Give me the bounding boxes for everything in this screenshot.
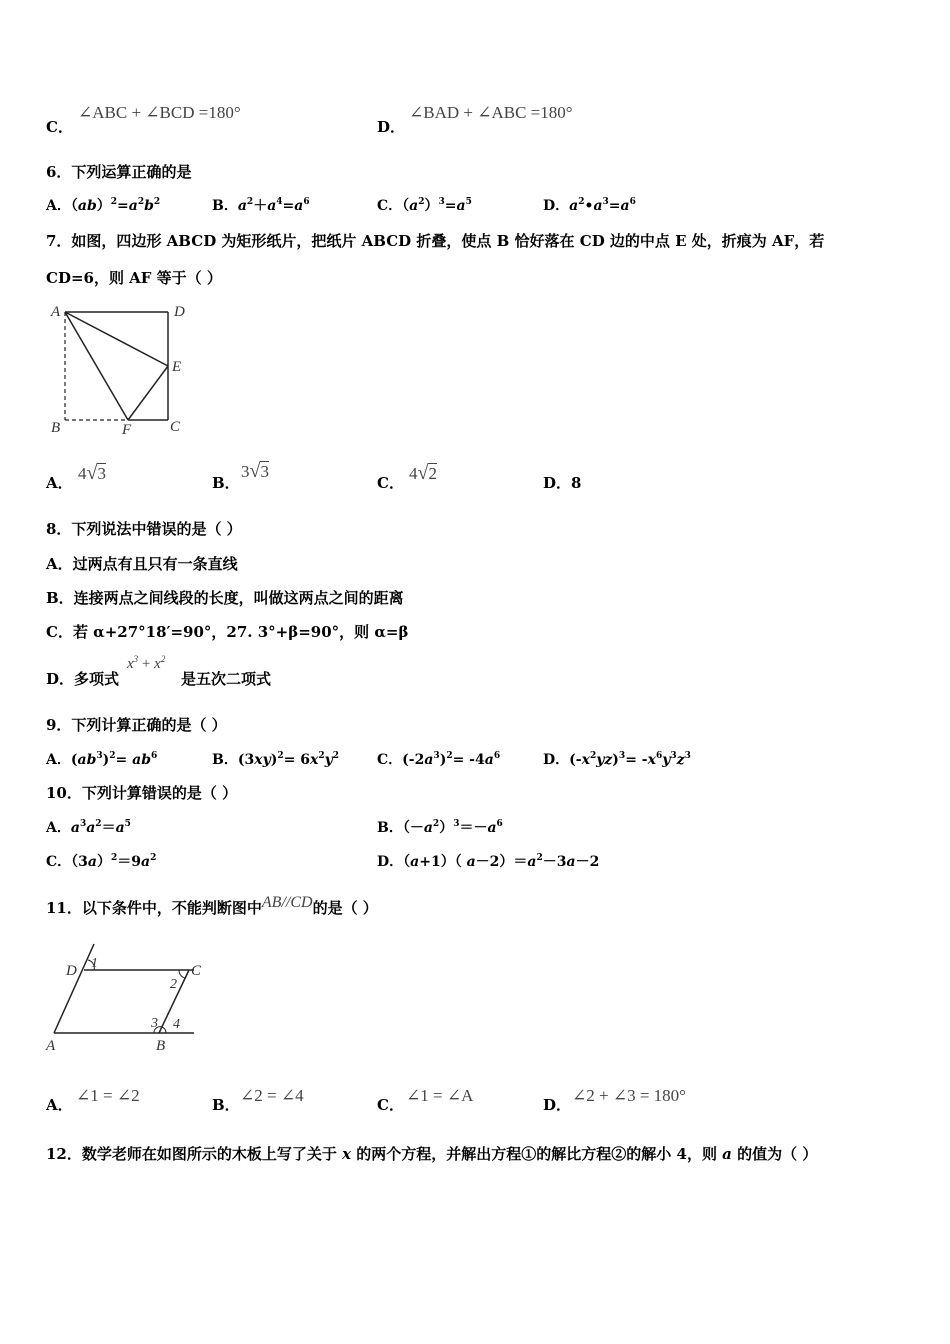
q11-stem-prefix: 11．以下条件中，不能判断图中 (46, 899, 262, 917)
x2: x (154, 656, 161, 672)
label-b: B (51, 420, 61, 436)
label-angle-2: 2 (170, 977, 177, 992)
q10-option-b-label: B． (377, 820, 403, 836)
q9-option-c-label: C． (377, 752, 403, 768)
q7-option-c-formula: 4√2 (409, 462, 437, 484)
q9-option-b-label: B． (212, 752, 238, 768)
q8-option-d-formula: $x^3 + x^2$ (127, 654, 166, 672)
label-angle-1: 1 (91, 956, 98, 971)
q9-option-a-label: A． (46, 752, 71, 768)
angle-2-arc (179, 970, 185, 978)
q7-option-b-formula: 3√3 (241, 460, 269, 482)
q7-option-d-label: D． (543, 474, 572, 492)
q10-option-a-label: A． (46, 820, 71, 836)
coef: 3 (241, 462, 250, 481)
q8-stem: 8．下列说法中错误的是（ ） (46, 520, 242, 538)
q7-rectangle-figure (44, 300, 204, 440)
q6-option-a-label: A． (46, 198, 71, 214)
line-ad-extended (54, 944, 94, 1033)
q10-option-c-label: C． (46, 854, 72, 870)
label-b: B (156, 1038, 166, 1054)
label-c: C (170, 419, 181, 435)
q5-option-c-label: C． (46, 118, 73, 136)
q6-option-d: D．$a^2•a^3=a^6$ (543, 197, 636, 214)
label-e: E (172, 359, 182, 375)
q9-option-c: C．$(-2a^3)^2= -4a^6$ (377, 751, 501, 768)
q12-stem-prefix: 12．数学老师在如图所示的木板上写了关于 (46, 1145, 343, 1163)
q11-parallelogram-figure (44, 938, 204, 1058)
q8-option-c: C．若 α+27°18′=90°，27. 3°+β=90°，则 α=β (46, 623, 409, 641)
coef: 4 (409, 464, 418, 483)
q6-option-b-label: B． (212, 198, 238, 214)
q5-option-c-formula: ∠ABC + ∠BCD =180° (78, 103, 241, 122)
label-angle-4: 4 (173, 1017, 180, 1032)
q12-stem-suffix: 的值为（ ） (731, 1145, 818, 1163)
q11-option-b-formula: ∠2 = ∠4 (240, 1086, 304, 1105)
x1: x (127, 656, 134, 672)
q8-option-d-label: D．多项式 (46, 670, 120, 688)
q9-option-d: D．$(-x^2yz)^3= -x^6y^3z^3$ (543, 751, 691, 768)
q6-option-b: B．$a^2+a^4=a^6$ (212, 197, 310, 214)
q11-option-c-label: C． (377, 1096, 404, 1114)
q11-option-d-formula: ∠2 + ∠3 = 180° (572, 1086, 686, 1105)
q9-option-a: A．$(ab^3)^2= ab^6$ (46, 751, 158, 768)
q12-var-x: x (342, 1145, 352, 1163)
q8-option-b: B．连接两点之间线段的长度，叫做这两点之间的距离 (46, 589, 404, 607)
q9-option-d-label: D． (543, 752, 570, 768)
q6-option-c: C．$(a^2)^3=a^5$ (377, 197, 472, 214)
q9-stem: 9．下列计算正确的是（ ） (46, 716, 227, 734)
label-c: C (191, 963, 202, 979)
q5-option-d-formula: ∠BAD + ∠ABC =180° (409, 103, 573, 122)
q11-stem-suffix: 的是（ ） (312, 899, 378, 917)
radicand: 3 (260, 462, 269, 481)
q5-option-d-label: D． (377, 118, 406, 136)
label-f: F (122, 422, 132, 438)
q7-option-d (543, 472, 581, 493)
segment-fe (128, 366, 168, 420)
label-a: A (51, 304, 61, 320)
q7-stem-line1: 7．如图，四边形 ABCD 为矩形纸片，把纸片 ABCD 折叠，使点 B 恰好落在 CD 边的中点 E 处，折痕为 AF，若 (46, 232, 825, 250)
label-d: D (174, 304, 185, 320)
q12-stem (46, 1143, 817, 1164)
q10-stem: 10．下列计算错误的是（ ） (46, 784, 238, 802)
angle-4-arc (162, 1027, 166, 1033)
q7-option-a-formula: 4√3 (78, 462, 106, 484)
q6-stem: 6．下列运算正确的是 (46, 163, 192, 181)
q11-option-d-label: D． (543, 1096, 572, 1114)
q7-stem-line2: CD=6，则 AF 等于（ ） (46, 269, 222, 287)
q9-option-b: B．$(3xy)^2= 6x^2y^2$ (212, 751, 339, 768)
plus: + (141, 656, 151, 672)
coef: 4 (78, 464, 87, 483)
q10-option-d: D．（a+1）（ $a-2)=a^2-3a-2$ (377, 853, 600, 870)
radicand: 2 (428, 464, 437, 483)
q10-option-d-label: D． (377, 854, 404, 870)
q6-option-c-label: C． (377, 198, 403, 214)
q12-stem-mid: 的两个方程，并解出方程①的解比方程②的解小 4，则 (351, 1145, 723, 1163)
q7-option-c-label: C． (377, 474, 404, 492)
q11-option-a-formula: ∠1 = ∠2 (76, 1086, 140, 1105)
label-a: A (46, 1038, 56, 1054)
q7-option-a-label: A． (46, 474, 73, 492)
radicand: 3 (97, 464, 106, 483)
q12-var-a: a (722, 1145, 732, 1163)
q7-option-b-label: B． (212, 474, 240, 492)
q11-stem (46, 894, 378, 918)
q11-option-b-label: B． (212, 1096, 240, 1114)
q8-option-a: A．过两点有且只有一条直线 (46, 555, 238, 573)
q10-option-a: A．$a^3a^2=a^5$ (46, 819, 131, 836)
q10-option-b: B．$(-a^2)^3=-a^6$ (377, 819, 503, 836)
q8-option-d-suffix: 是五次二项式 (181, 670, 272, 688)
q6-option-d-label: D． (543, 198, 570, 214)
q11-option-a-label: A． (46, 1096, 73, 1114)
q11-stem-formula: AB//CD (261, 894, 313, 911)
q6-option-a: A．$(ab)^2=a^2b^2$ (46, 197, 161, 214)
q11-option-c-formula: ∠1 = ∠A (406, 1086, 474, 1105)
q7-option-d-value: 8 (571, 474, 582, 492)
q10-option-c: C．$(3a)^2=9a^2$ (46, 853, 157, 870)
label-angle-3: 3 (151, 1016, 158, 1031)
label-d: D (66, 963, 77, 979)
